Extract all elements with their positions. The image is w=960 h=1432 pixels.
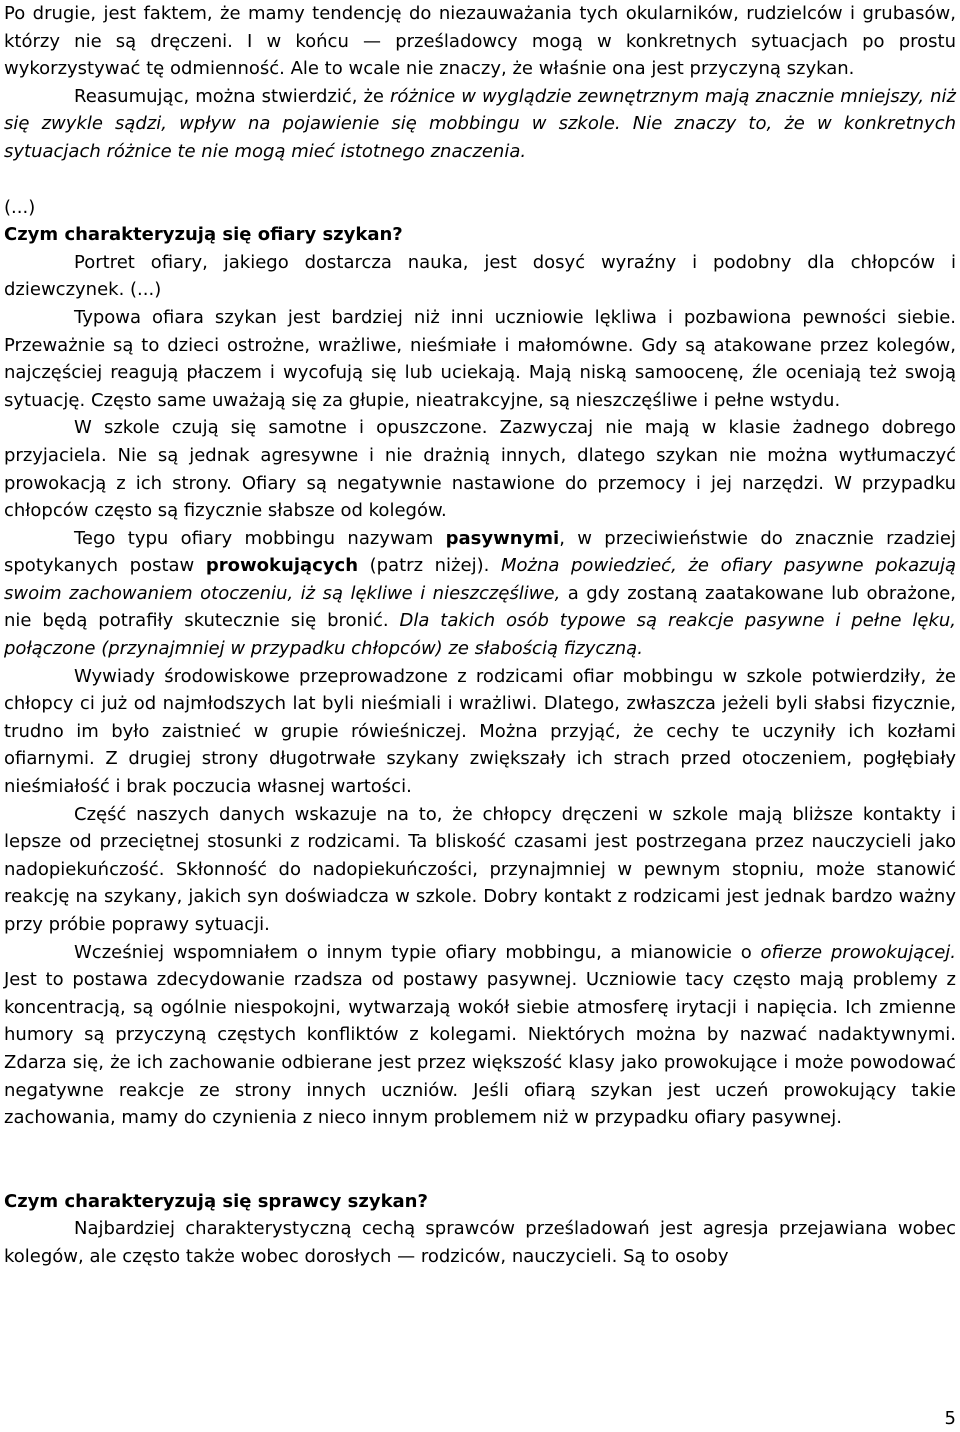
bold-text: pasywnymi: [445, 527, 560, 549]
document-page: [4, 0, 956, 1271]
paragraph: Część naszych danych wskazuje na to, że chłopcy dręczeni w szkole mają bliższe kontakty i lepsze od przeciętnej stosunki z rodzicami. Ta bliskość czasami jest postrzegana przez nauczycieli jako nadopiekuńczość. Skłonność do nadopiekuńczości, przynajmniej w pewnym stopniu, może stanowić reakcję na szykany, jakich syn doświadcza w szkole. Dobry kontakt z rodzicami jest jednak bardzo ważny przy próbie poprawy sytuacji.: [4, 803, 956, 935]
spacer: [4, 1132, 956, 1188]
text-run: (patrz niżej).: [358, 555, 501, 577]
italic-text: Nie znaczy to, że w konkretnych sytuacjach różnice te nie mogą mieć istotnego znaczenia.: [4, 113, 956, 162]
text-run: Tego typu ofiary mobbingu nazywam: [74, 527, 446, 549]
paragraph: Typowa ofiara szykan jest bardziej niż inni uczniowie lękliwa i pozbawiona pewności siebie. Przeważnie są to dzieci ostrożne, wrażliwe, nieśmiałe i małomówne. Gdy są atakowane przez kolegów, najczęściej reagują płaczem i wycofują się lub uciekają. Mają niską samoocenę, źle oceniają też swoją sytuację. Często same uważają się za głupie, nieatrakcyjne, są nieszczęśliwe i pełne wstydu.: [4, 306, 956, 411]
paragraph: [4, 525, 956, 663]
section-heading: Czym charakteryzują się sprawcy szykan?: [4, 1190, 428, 1212]
section-heading: Czym charakteryzują się ofiary szykan?: [4, 224, 403, 246]
paragraph: W szkole czują się samotne i opuszczone. Zazwyczaj nie mają w klasie żadnego dobrego przyjaciela. Nie są jednak agresywne i nie drażnią innych, dlatego szykan nie można wytłumaczyć prowokacją z ich strony. Ofiary są negatywnie nastawione do przemocy i jej narzędzi. W przypadku chłopców często są fizycznie słabsze od kolegów.: [4, 417, 956, 522]
paragraph-summary: [4, 83, 956, 166]
paragraph: Najbardziej charakterystyczną cechą sprawców prześladowań jest agresja przejawiana wobec kolegów, ale często także wobec dorosłych — rodziców, nauczycieli. Są to osoby: [4, 1218, 956, 1267]
text-run: , w przeciwieństwie do znacznie rzadziej spotykanych postaw: [4, 527, 956, 577]
paragraph: Portret ofiary, jakiego dostarcza nauka, jest dosyć wyraźny i podobny dla chłopców i dziewczynek. (...): [4, 251, 956, 301]
text-run: a gdy zostaną zaatakowane lub obrażone, nie będą potrafiły skutecznie się bronić.: [4, 582, 956, 632]
page-number: 5: [944, 1408, 956, 1429]
spacer: [4, 166, 956, 194]
paragraph: Wywiady środowiskowe przeprowadzone z rodzicami ofiar mobbingu w szkole potwierdziły, że chłopcy ci już od najmłodszych lat byli nieśmiali i wrażliwi. Dlatego, zwłaszcza jeżeli byli słabsi fizycznie, trudno im było zaistnieć w grupie rówieśniczej. Można przyjąć, że cechy te uczyniły ich kozłami ofiarnymi. Z drugiej strony długotrwałe szykany zwiększały ich strach przed otoczeniem, pogłębiały nieśmiałość i brak poczucia własnej wartości.: [4, 665, 956, 798]
text-run: Wcześniej wspomniałem o innym typie ofiary mobbingu, a mianowicie o: [74, 941, 761, 963]
text-run: Reasumując, można stwierdzić, że: [74, 85, 390, 107]
bold-text: prowokujących: [205, 555, 359, 577]
italic-text: Można powiedzieć, że ofiary pasywne pokazują swoim zachowaniem otoczeniu, iż są lękliwe i nieszczęśliwe,: [4, 555, 956, 604]
ellipsis-marker: (...): [4, 196, 36, 218]
italic-text: różnice w wyglądzie zewnętrznym mają znacznie mniejszy, niż się zwykle sądzi, wpływ na pojawienie się mobbingu w szkole.: [4, 85, 956, 135]
text-run: Jest to postawa zdecydowanie rzadsza od postawy pasywnej. Uczniowie tacy często mają problemy z koncentracją, są ogólnie niespokojni, wytwarzają wokół siebie atmosferę irytacji i napięcia. Ich zmienne humory są przyczyną częstych konfliktów z kolegami. Niektórych można by nazwać nadaktywnymi. Zdarza się, że ich zachowanie odbierane jest przez większość klasy jako prowokujące i może powodować negatywne reakcje ze strony innych uczniów. Jeśli ofiarą szykan jest uczeń prowokujący takie zachowania, mamy do czynienia z nieco innym problemem niż w przypadku ofiary pasywnej.: [4, 969, 956, 1129]
paragraph: [4, 939, 956, 1132]
italic-text: Dla takich osób typowe są reakcje pasywne i pełne lęku, połączone (przynajmniej w przypadku chłopców) ze słabością fizyczną.: [4, 610, 956, 660]
italic-text: ofierze prowokującej.: [760, 941, 956, 963]
paragraph: Po drugie, jest faktem, że mamy tendencję do niezauważania tych okularników, rudzielców i grubasów, którzy nie są dręczeni. I w końcu — prześladowcy mogą w konkretnych sytuacjach po prostu wykorzystywać tę odmienność. Ale to wcale nie znaczy, że właśnie ona jest przyczyną szykan.: [4, 3, 956, 80]
